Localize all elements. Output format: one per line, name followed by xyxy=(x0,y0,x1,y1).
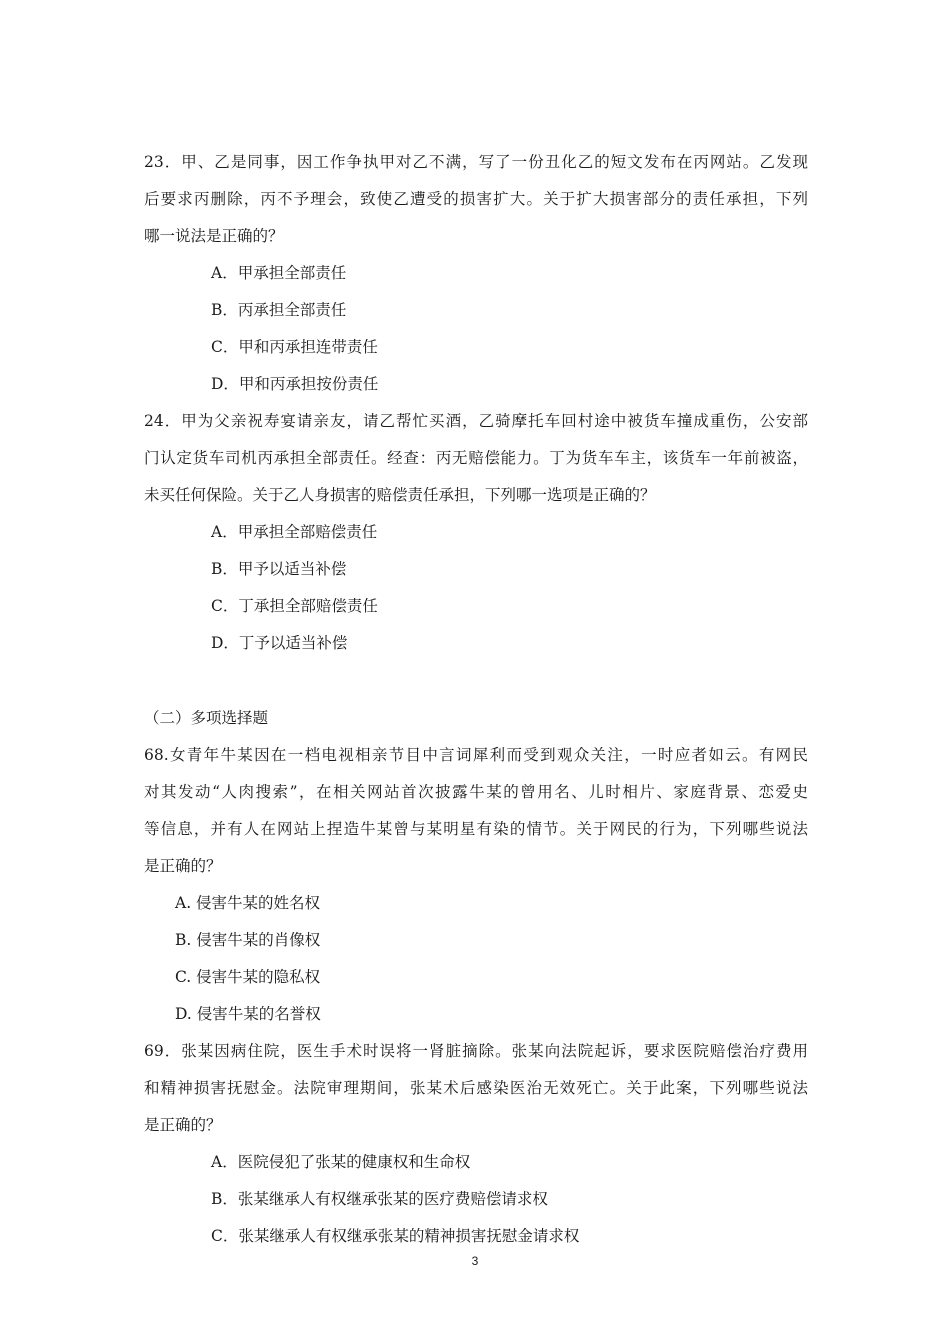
q23-option-d: D．甲和丙承担按份责任 xyxy=(211,375,379,393)
q68-line-2: 对其发动“人肉搜索”，在相关网站首次披露牛某的曾用名、儿时相片、家庭背景、恋爱史 xyxy=(144,783,808,801)
q23-line-3: 哪一说法是正确的？ xyxy=(144,227,284,245)
q24-option-b: B．甲予以适当补偿 xyxy=(211,560,347,578)
q68-option-b: B. 侵害牛某的肖像权 xyxy=(175,931,321,949)
section-title: （二）多项选择题 xyxy=(144,709,269,727)
q69-option-b: B．张某继承人有权继承张某的医疗费赔偿请求权 xyxy=(211,1190,548,1208)
q24-option-a: A．甲承担全部赔偿责任 xyxy=(211,523,378,541)
q23-option-b: B．丙承担全部责任 xyxy=(211,301,347,319)
q68-line-4: 是正确的？ xyxy=(144,857,222,875)
q23-line-2: 后要求丙删除，丙不予理会，致使乙遭受的损害扩大。关于扩大损害部分的责任承担，下列 xyxy=(144,190,808,208)
q68-line-1: 68.女青年牛某因在一档电视相亲节目中言词犀利而受到观众关注，一时应者如云。有网民 xyxy=(144,746,808,764)
q24-line-3: 未买任何保险。关于乙人身损害的赔偿责任承担，下列哪一选项是正确的？ xyxy=(144,486,656,504)
q68-option-a: A. 侵害牛某的姓名权 xyxy=(175,894,321,912)
q24-line-2: 门认定货车司机丙承担全部责任。经查：丙无赔偿能力。丁为货车车主，该货车一年前被盗， xyxy=(144,449,808,467)
q23-line-1: 23．甲、乙是同事，因工作争执甲对乙不满，写了一份丑化乙的短文发布在丙网站。乙发现 xyxy=(144,153,808,171)
q23-option-a: A．甲承担全部责任 xyxy=(211,264,347,282)
q69-line-1: 69．张某因病住院，医生手术时误将一肾脏摘除。张某向法院起诉，要求医院赔偿治疗费用 xyxy=(144,1042,808,1060)
q24-line-1: 24．甲为父亲祝寿宴请亲友，请乙帮忙买酒，乙骑摩托车回村途中被货车撞成重伤，公安部 xyxy=(144,412,808,430)
page-number: 3 xyxy=(471,1254,479,1268)
q24-option-c: C．丁承担全部赔偿责任 xyxy=(211,597,378,615)
q68-option-d: D. 侵害牛某的名誉权 xyxy=(175,1005,321,1023)
q24-option-d: D．丁予以适当补偿 xyxy=(211,634,348,652)
q23-option-c: C．甲和丙承担连带责任 xyxy=(211,338,378,356)
q68-line-3: 等信息，并有人在网站上捏造牛某曾与某明星有染的情节。关于网民的行为，下列哪些说法 xyxy=(144,820,808,838)
q69-line-2: 和精神损害抚慰金。法院审理期间，张某术后感染医治无效死亡。关于此案，下列哪些说法 xyxy=(144,1079,808,1097)
q69-line-3: 是正确的？ xyxy=(144,1116,222,1134)
q69-option-c: C．张某继承人有权继承张某的精神损害抚慰金请求权 xyxy=(211,1227,580,1245)
q68-option-c: C. 侵害牛某的隐私权 xyxy=(175,968,321,986)
q69-option-a: A．医院侵犯了张某的健康权和生命权 xyxy=(211,1153,471,1171)
